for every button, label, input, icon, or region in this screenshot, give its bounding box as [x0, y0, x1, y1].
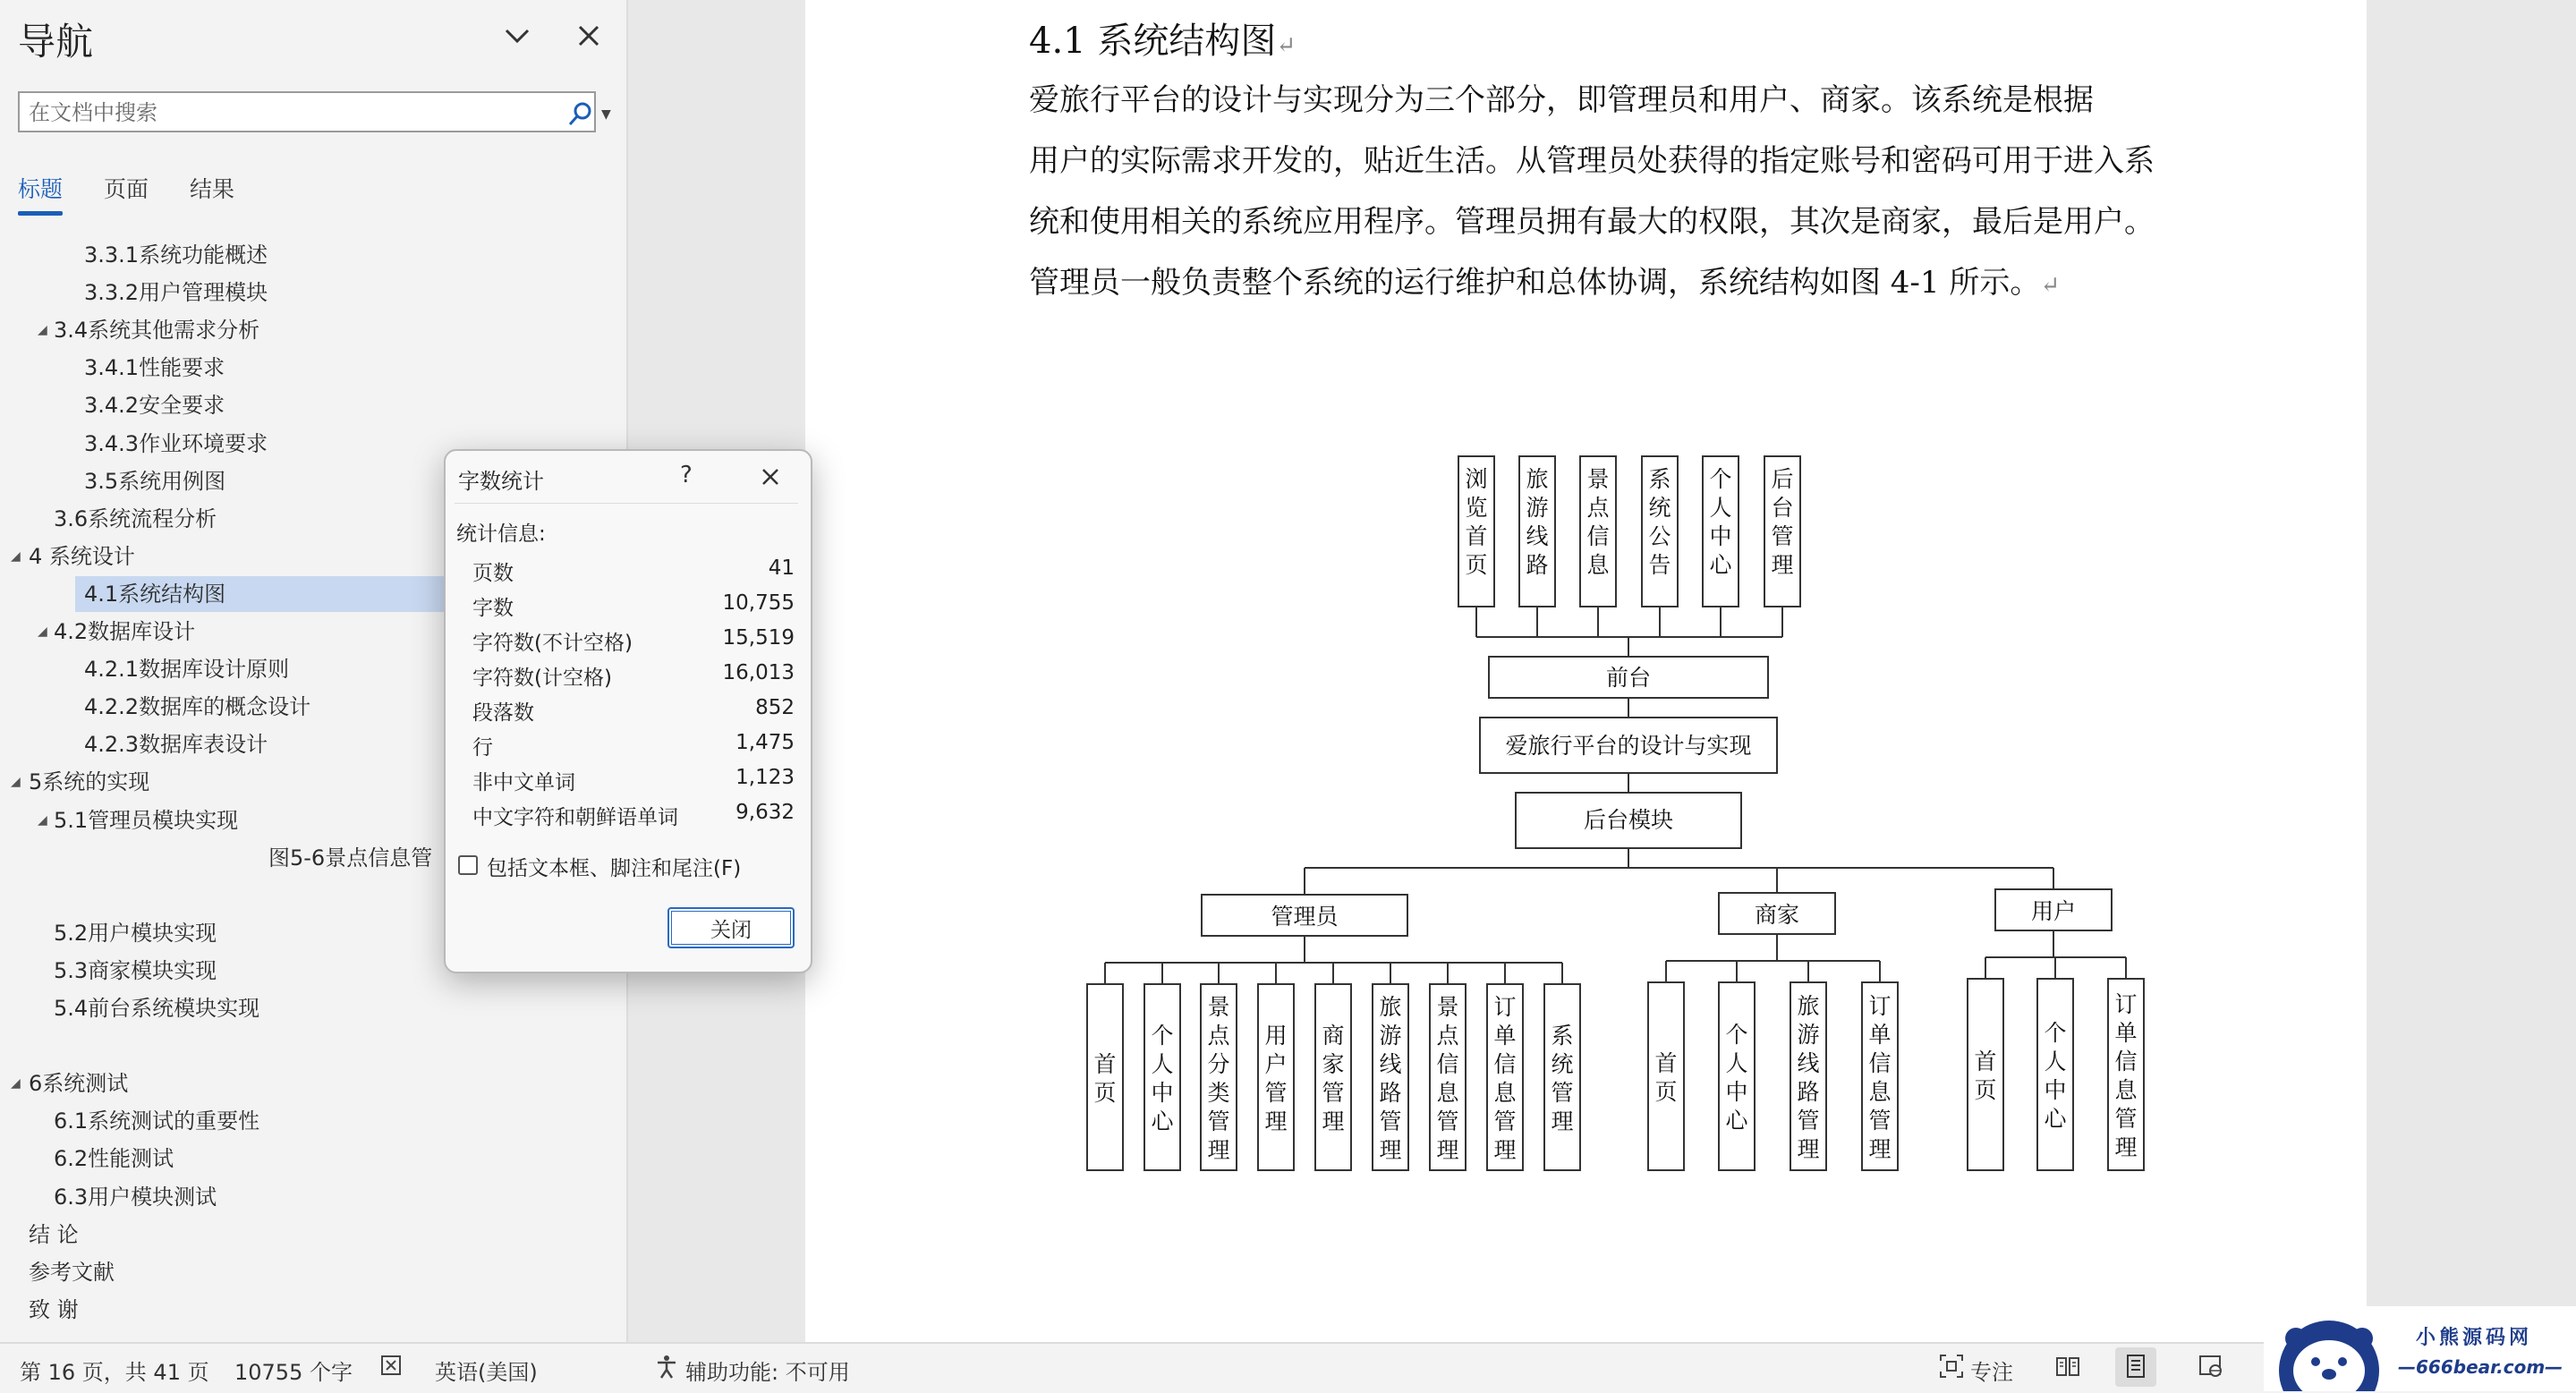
stat-label: 中文字符和朝鲜语单词 [472, 806, 678, 829]
bear-logo-icon [2271, 1315, 2387, 1391]
stat-value: 9,632 [735, 801, 795, 824]
paragraph-mark-icon: ↵ [1276, 32, 1297, 59]
svg-text:理: 理 [1436, 1137, 1459, 1163]
stat-label: 非中文单词 [472, 771, 575, 794]
expand-collapse-icon[interactable]: ◢ [11, 775, 21, 789]
focus-mode-button[interactable]: 专注 [1970, 1360, 2013, 1385]
stat-value: 852 [755, 696, 795, 719]
nav-title: 导航 [18, 20, 94, 64]
word-count-dialog [444, 449, 812, 973]
web-layout-icon[interactable] [2198, 1353, 2224, 1380]
svg-text:息: 息 [1493, 1080, 1517, 1106]
paragraph-line: 爱旅行平台的设计与实现分为三个部分，即管理员和用户、商家。该系统是根据 [1029, 82, 2094, 118]
svg-text:系: 系 [1648, 466, 1671, 492]
svg-text:个: 个 [2044, 1020, 2067, 1046]
svg-text:信: 信 [1436, 1051, 1459, 1077]
role-module-box [1648, 982, 1684, 1170]
expand-collapse-icon[interactable]: ◢ [11, 549, 21, 564]
svg-text:中: 中 [1725, 1079, 1748, 1105]
stat-row-non-chinese-words [472, 766, 795, 800]
outline-item-label: 3.4系统其他需求分析 [54, 318, 260, 343]
paragraph-line: 用户的实际需求开发的，贴近生活。从管理员处获得的指定账号和密码可用于进入系 [1029, 143, 2155, 179]
focus-icon[interactable] [1938, 1353, 1965, 1380]
close-icon[interactable] [755, 462, 786, 492]
status-bar [0, 1342, 2576, 1393]
svg-text:点: 点 [1586, 495, 1610, 521]
svg-text:线: 线 [1797, 1050, 1820, 1076]
frontend-label: 前台 [1605, 665, 1652, 691]
stat-value: 1,475 [735, 731, 795, 754]
svg-text:点: 点 [1436, 1023, 1459, 1049]
include-textboxes-checkbox[interactable] [458, 855, 478, 875]
svg-text:管: 管 [1436, 1108, 1459, 1134]
role-module-box [1719, 982, 1755, 1170]
print-layout-icon[interactable] [2122, 1353, 2149, 1380]
read-mode-icon[interactable] [2054, 1353, 2081, 1380]
svg-text:统: 统 [1551, 1051, 1574, 1077]
watermark [2264, 1306, 2576, 1391]
tab-pages[interactable]: 页面 [104, 176, 149, 202]
stat-label: 页数 [472, 562, 514, 585]
svg-text:单: 单 [1493, 1023, 1517, 1049]
stat-row-lines [472, 731, 795, 765]
svg-text:商: 商 [1322, 1023, 1345, 1049]
outline-item-label: 4.2.1数据库设计原则 [84, 657, 290, 682]
svg-text:首: 首 [1974, 1049, 1997, 1074]
svg-text:旅: 旅 [1379, 994, 1402, 1020]
svg-text:旅: 旅 [1797, 993, 1820, 1019]
stat-row-pages [472, 556, 795, 590]
role-label: 商家 [1754, 902, 1800, 928]
svg-text:分: 分 [1207, 1051, 1230, 1077]
svg-text:景: 景 [1586, 466, 1610, 492]
outline-item-label: 3.4.1性能要求 [84, 355, 225, 380]
svg-text:理: 理 [1264, 1108, 1288, 1134]
outline-item-label: 5系统的实现 [29, 769, 150, 794]
stat-label: 字符数(计空格) [472, 667, 612, 690]
tab-headings[interactable]: 标题 [18, 176, 64, 202]
page-indicator[interactable]: 第 16 页，共 41 页 [20, 1360, 209, 1385]
checkbox-label: 包括文本框、脚注和尾注(F) [487, 857, 742, 880]
expand-collapse-icon[interactable]: ◢ [11, 1076, 21, 1091]
svg-text:理: 理 [1322, 1108, 1345, 1134]
tab-results[interactable]: 结果 [190, 176, 235, 202]
svg-text:单: 单 [1868, 1022, 1892, 1048]
stat-label: 段落数 [472, 701, 534, 725]
svg-text:首: 首 [1654, 1050, 1678, 1076]
help-button[interactable]: ? [680, 462, 693, 488]
svg-text:订: 订 [1493, 994, 1517, 1020]
outline-item-label: 6系统测试 [29, 1071, 129, 1096]
svg-text:管: 管 [1322, 1080, 1345, 1106]
backend-label: 后台模块 [1583, 807, 1674, 833]
role-module-box [1544, 984, 1580, 1170]
role-module-box [1087, 984, 1123, 1170]
svg-text:人: 人 [1725, 1050, 1748, 1076]
svg-text:管: 管 [1771, 523, 1794, 549]
svg-text:类: 类 [1207, 1080, 1230, 1106]
stat-value: 15,519 [722, 626, 795, 650]
svg-text:户: 户 [1264, 1051, 1288, 1077]
svg-text:线: 线 [1379, 1051, 1402, 1077]
outline-item-label: 图5-6景点信息管 [268, 845, 433, 871]
dialog-title: 字数统计 [458, 469, 544, 494]
svg-text:管: 管 [2114, 1106, 2138, 1132]
svg-text:管: 管 [1264, 1080, 1288, 1106]
outline-item-label: 3.4.2安全要求 [84, 393, 225, 418]
role-label: 用户 [2030, 898, 2077, 924]
outline-item-label: 4.1系统结构图 [84, 582, 226, 607]
outline-item-label: 5.1管理员模块实现 [54, 808, 239, 833]
svg-text:信: 信 [2114, 1049, 2138, 1074]
svg-text:页: 页 [1974, 1077, 1997, 1103]
svg-text:息: 息 [2114, 1077, 2138, 1103]
watermark-title: 小熊源码网 [2416, 1327, 2533, 1349]
paragraph-line: 统和使用相关的系统应用程序。管理员拥有最大的权限，其次是商家，最后是用户。 [1029, 204, 2155, 240]
svg-text:心: 心 [1709, 552, 1732, 578]
accessibility-icon[interactable] [653, 1353, 680, 1380]
outline-item-label: 4.2.3数据库表设计 [84, 732, 268, 757]
language-indicator[interactable]: 英语(美国) [435, 1360, 538, 1385]
svg-text:信: 信 [1586, 523, 1610, 549]
svg-text:人: 人 [1151, 1051, 1174, 1077]
svg-text:览: 览 [1465, 495, 1488, 521]
stat-value: 1,123 [735, 766, 795, 789]
svg-text:旅: 旅 [1526, 466, 1549, 492]
svg-text:理: 理 [1379, 1137, 1402, 1163]
svg-text:人: 人 [2044, 1049, 2067, 1074]
svg-text:用: 用 [1264, 1023, 1288, 1049]
svg-text:线: 线 [1526, 523, 1549, 549]
outline-item-label: 致 谢 [29, 1297, 79, 1322]
svg-text:游: 游 [1526, 495, 1549, 521]
outline-item-label: 6.3用户模块测试 [54, 1185, 217, 1210]
outline-item-label: 4.2数据库设计 [54, 619, 196, 644]
outline-item-label: 参考文献 [29, 1260, 115, 1285]
root-label: 爱旅行平台的设计与实现 [1505, 733, 1752, 759]
accessibility-status[interactable]: 辅助功能: 不可用 [685, 1360, 850, 1385]
outline-item-label: 3.6系统流程分析 [54, 506, 217, 531]
svg-text:告: 告 [1648, 552, 1671, 578]
stat-row-chars-with-spaces [472, 661, 795, 695]
role-module-box [1968, 979, 2003, 1170]
expand-collapse-icon[interactable]: ◢ [38, 813, 47, 828]
role-module-box [1258, 984, 1294, 1170]
stat-label: 字符数(不计空格) [472, 632, 633, 655]
expand-collapse-icon[interactable]: ◢ [38, 323, 47, 337]
role-module-box [1315, 984, 1351, 1170]
outline-item-label: 5.3商家模块实现 [54, 958, 217, 983]
svg-text:理: 理 [1868, 1136, 1892, 1162]
dropdown-caret-icon[interactable]: ▼ [601, 107, 611, 122]
watermark-url: —666bear.com— [2398, 1356, 2563, 1378]
svg-text:家: 家 [1322, 1051, 1345, 1077]
svg-text:统: 统 [1648, 495, 1671, 521]
outline-item-label: 5.4前台系统模块实现 [54, 996, 260, 1021]
svg-text:中: 中 [1151, 1080, 1174, 1106]
outline-item-label: 6.1系统测试的重要性 [54, 1108, 260, 1134]
svg-text:页: 页 [1654, 1079, 1678, 1105]
svg-text:单: 单 [2114, 1020, 2138, 1046]
stat-row-chars-no-spaces [472, 626, 795, 660]
section-heading: 4.1 系统结构图↵ [1029, 21, 1297, 62]
svg-text:公: 公 [1648, 523, 1671, 549]
paragraph-mark-icon: ↵ [2040, 272, 2061, 299]
svg-text:个: 个 [1709, 466, 1732, 492]
svg-text:心: 心 [2044, 1106, 2067, 1132]
svg-text:系: 系 [1551, 1023, 1574, 1049]
svg-text:页: 页 [1093, 1080, 1117, 1106]
svg-text:后: 后 [1771, 466, 1794, 492]
role-module-box [1144, 984, 1180, 1170]
stat-value: 16,013 [722, 661, 795, 684]
outline-item-label: 6.2性能测试 [54, 1146, 174, 1171]
svg-text:个: 个 [1725, 1022, 1748, 1048]
outline-item-label: 4 系统设计 [29, 544, 135, 569]
svg-text:路: 路 [1797, 1079, 1820, 1105]
svg-text:理: 理 [1797, 1136, 1820, 1162]
outline-item-label: 5.2用户模块实现 [54, 921, 217, 946]
stat-row-cjk-words [472, 801, 795, 835]
svg-text:理: 理 [1771, 552, 1794, 578]
svg-text:管: 管 [1551, 1080, 1574, 1106]
svg-text:理: 理 [1207, 1137, 1230, 1163]
svg-text:信: 信 [1493, 1051, 1517, 1077]
svg-text:管: 管 [1797, 1108, 1820, 1134]
proofing-icon[interactable] [379, 1353, 406, 1380]
svg-text:人: 人 [1709, 495, 1732, 521]
stat-row-paragraphs [472, 696, 795, 730]
svg-text:中: 中 [2044, 1077, 2067, 1103]
svg-text:景: 景 [1436, 994, 1459, 1020]
svg-text:中: 中 [1709, 523, 1732, 549]
svg-text:路: 路 [1379, 1080, 1402, 1106]
statistics-heading: 统计信息: [456, 522, 546, 546]
svg-text:页: 页 [1465, 552, 1488, 578]
svg-text:管: 管 [1207, 1108, 1230, 1134]
outline-item-label: 结 论 [29, 1222, 79, 1247]
svg-text:理: 理 [2114, 1134, 2138, 1160]
expand-collapse-icon[interactable]: ◢ [38, 624, 47, 639]
role-module-box [2037, 979, 2073, 1170]
close-button[interactable]: 关闭 [667, 907, 795, 948]
stat-label: 行 [472, 736, 493, 760]
svg-text:息: 息 [1586, 552, 1610, 578]
divider [455, 503, 798, 504]
svg-text:息: 息 [1868, 1079, 1892, 1105]
outline-item-label: 4.2.2数据库的概念设计 [84, 694, 311, 719]
svg-text:游: 游 [1379, 1023, 1402, 1049]
svg-text:管: 管 [1493, 1108, 1517, 1134]
stat-label: 字数 [472, 597, 514, 620]
svg-text:心: 心 [1151, 1108, 1174, 1134]
svg-text:浏: 浏 [1465, 466, 1488, 492]
svg-text:景: 景 [1207, 994, 1230, 1020]
stat-row-words [472, 591, 795, 625]
stat-value: 10,755 [722, 591, 795, 615]
svg-text:心: 心 [1725, 1108, 1748, 1134]
svg-text:路: 路 [1526, 552, 1549, 578]
svg-text:管: 管 [1379, 1108, 1402, 1134]
svg-text:息: 息 [1436, 1080, 1459, 1106]
svg-text:个: 个 [1151, 1023, 1174, 1049]
svg-text:订: 订 [2114, 991, 2138, 1017]
svg-text:台: 台 [1771, 495, 1794, 521]
svg-text:订: 订 [1868, 993, 1892, 1019]
paragraph-line-last: 管理员一般负责整个系统的运行维护和总体协调，系统结构如图 4-1 所示。↵ [1029, 265, 2061, 301]
svg-text:管: 管 [1868, 1108, 1892, 1134]
svg-text:点: 点 [1207, 1023, 1230, 1049]
stat-value: 41 [768, 556, 795, 580]
role-label: 管理员 [1271, 904, 1339, 930]
svg-text:理: 理 [1551, 1108, 1574, 1134]
svg-text:游: 游 [1797, 1022, 1820, 1048]
svg-text:理: 理 [1493, 1137, 1517, 1163]
outline-item-label: 3.3.1系统功能概述 [84, 242, 268, 268]
outline-item-label: 3.3.2用户管理模块 [84, 280, 268, 305]
svg-text:首: 首 [1465, 523, 1488, 549]
svg-text:首: 首 [1093, 1051, 1117, 1077]
word-count-indicator[interactable]: 10755 个字 [234, 1360, 353, 1385]
outline-item-label: 3.5系统用例图 [84, 469, 226, 494]
outline-item-label: 3.4.3作业环境要求 [84, 431, 268, 456]
svg-text:信: 信 [1868, 1050, 1892, 1076]
